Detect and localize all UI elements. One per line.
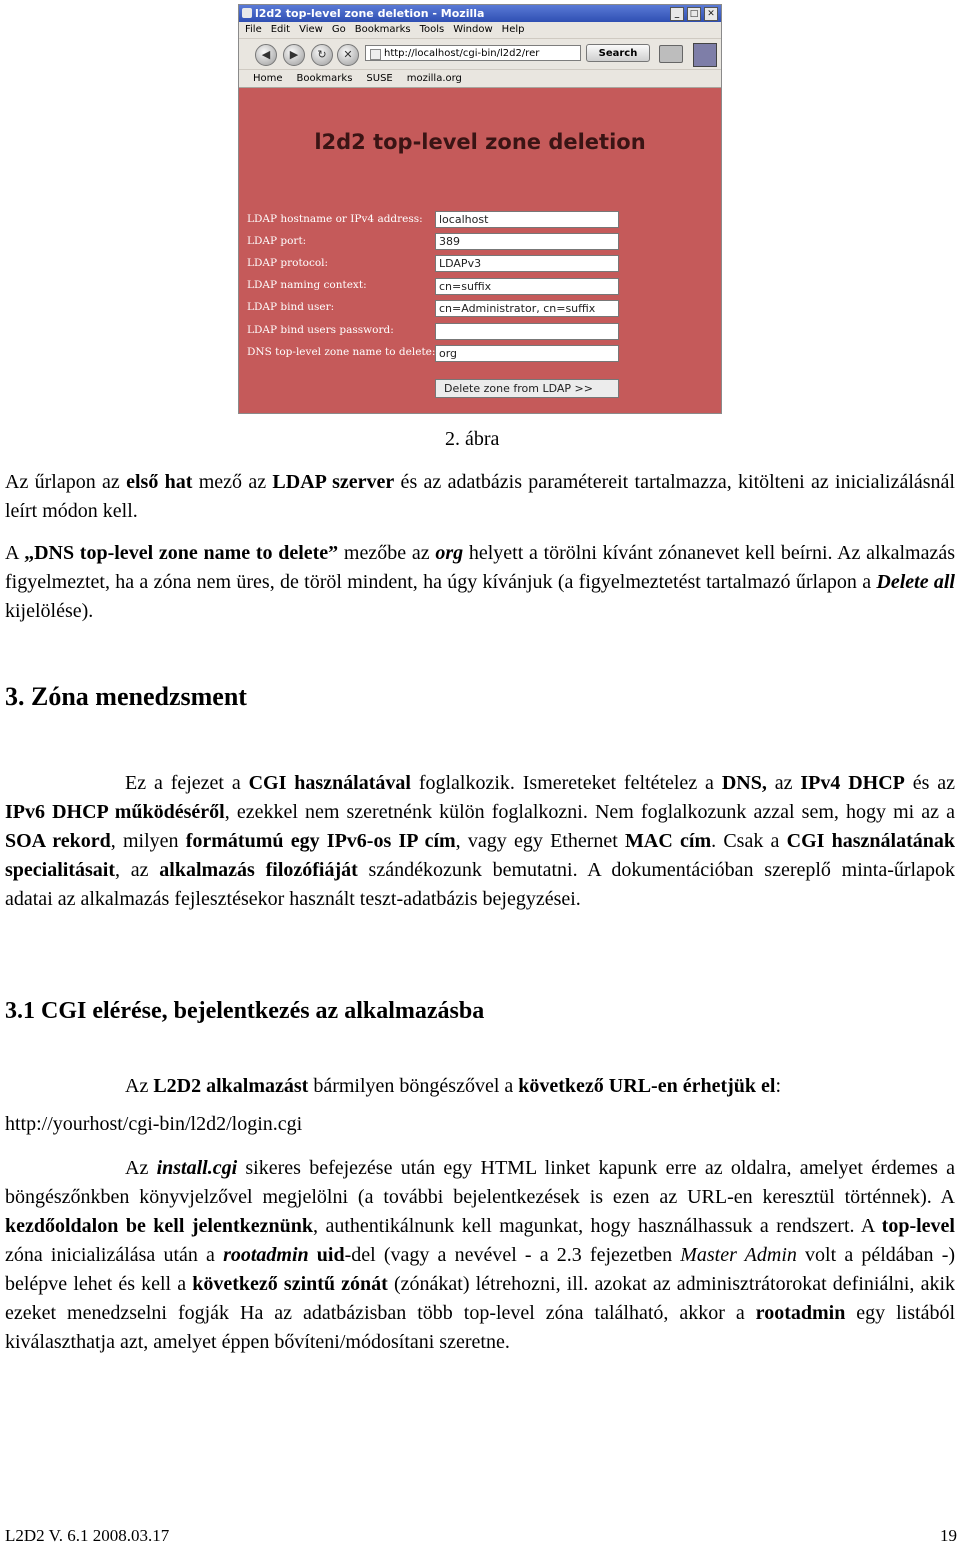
navigation-toolbar [239, 38, 721, 69]
menu-tools[interactable]: Tools [419, 24, 445, 35]
search-button[interactable] [586, 44, 650, 62]
footer-version: L2D2 V. 6.1 2008.03.17 [5, 1526, 170, 1545]
back-icon[interactable]: ◀ [255, 44, 277, 66]
menu-window[interactable]: Window [453, 24, 493, 35]
section-heading: 3. Zóna menedzsment [5, 682, 247, 711]
paragraph-login: Az install.cgi sikeres befejezése után egy HTML linket kapunk erre az oldalra, amelyet érdemes a böngészőnkben könyvjelzővel megjelölni (a további bejelentkezések is ezen az URL-en keresztül történnek). A kezdőoldalon be kell jelentkeznünk, authentikálnunk kell magunkat, hogy használhassuk a rendszert. A top-level zóna inicializálása után a rootadmin uid-del (vagy a nevével - a 2.3 fejezetben Master Admin volt a példában -) belépve lehet és kell a következő szintű zónát (zónákat) létrehozni, ill. azokat az adminisztrátorokat definiálni, akik ezeket menedzselni fogják Ha az adatbázisban több top-level zóna található, akkor a rootadmin egy listából kiválaszthatja azt, amelyet éppen bővíteni/módosítani szeretne. [5, 1157, 956, 1353]
field-label: LDAP bind users password: [247, 324, 394, 336]
field-label: LDAP protocol: [247, 257, 329, 269]
menu-help[interactable]: Help [501, 24, 525, 35]
ldap-hostname-input[interactable]: localhost [435, 211, 619, 228]
menu-go[interactable]: Go [331, 24, 346, 35]
paragraph-zone-management: Ez a fejezet a CGI használatával foglalkozik. Ismereteket feltételez a DNS, az IPv4 DHCP és az IPv6 DHCP működéséről, ezekkel nem szeretnénk külön foglalkozni. Nem foglalkozunk azzal sem, hogy mi az a SOA rekord, milyen formátumú egy IPv6-os IP cím, vagy egy Ethernet MAC cím. Csak a CGI használatának specialitásait, az alkalmazás filozófiáját szándékozunk bemutatni. A dokumentációban szereplő minta-űrlapok adatai az alkalmazás fejlesztésekor használt teszt-adatbázis bejegyzései. [5, 772, 956, 910]
ldap-port-input[interactable]: 389 [435, 233, 619, 250]
bookmark-mozilla[interactable]: mozilla.org [406, 73, 462, 84]
menu-bar [239, 22, 721, 38]
forward-icon[interactable]: ▶ [283, 44, 305, 66]
page-title: l2d2 top-level zone deletion [314, 130, 646, 154]
page-icon [370, 49, 381, 60]
url-bar[interactable] [365, 45, 581, 61]
window-title: l2d2 top-level zone deletion - Mozilla [255, 7, 485, 20]
page-number: 19 [940, 1526, 957, 1545]
stop-icon[interactable]: ✕ [337, 44, 359, 66]
browser-screenshot [238, 4, 722, 414]
url-text: http://localhost/cgi-bin/l2d2/rer [384, 48, 540, 59]
ldap-protocol-input[interactable]: LDAPv3 [435, 255, 619, 272]
menu-edit[interactable]: Edit [270, 24, 291, 35]
app-icon [242, 8, 252, 18]
paragraph-form-intro: Az űrlapon az első hat mező az LDAP szerver és az adatbázis paramétereit tartalmazza, kitölteni az inicializálásnál leírt módon kell. [5, 471, 955, 522]
minimize-button[interactable]: _ [670, 7, 684, 21]
bookmark-home[interactable]: Home [253, 73, 283, 84]
menu-bookmarks[interactable]: Bookmarks [354, 24, 411, 35]
login-url: http://yourhost/cgi-bin/l2d2/login.cgi [5, 1113, 303, 1135]
field-label: LDAP naming context: [247, 279, 367, 291]
maximize-button[interactable]: □ [687, 7, 701, 21]
ldap-naming-context-input[interactable]: cn=suffix [435, 278, 619, 295]
page-content [239, 88, 721, 414]
print-icon[interactable] [659, 45, 683, 63]
figure-caption: 2. ábra [445, 428, 500, 450]
paragraph-access: Az L2D2 alkalmazást bármilyen böngészővel a következő URL-en érhetjük el: [125, 1075, 782, 1097]
delete-zone-button[interactable]: Delete zone from LDAP >> [435, 379, 619, 398]
dns-zone-name-input[interactable]: org [435, 345, 619, 362]
close-button[interactable]: ✕ [704, 7, 718, 21]
search-label: Search [598, 48, 638, 59]
field-label: LDAP port: [247, 235, 307, 247]
bookmark-suse[interactable]: SUSE [366, 73, 393, 84]
bookmarks-bar [239, 69, 721, 88]
throbber-icon [693, 43, 717, 67]
subsection-heading: 3.1 CGI elérése, bejelentkezés az alkalmazásba [5, 998, 485, 1024]
window-titlebar [239, 5, 721, 22]
menu-view[interactable]: View [299, 24, 323, 35]
bookmark-bookmarks[interactable]: Bookmarks [296, 73, 353, 84]
menu-file[interactable]: File [245, 24, 262, 35]
ldap-bind-user-input[interactable]: cn=Administrator, cn=suffix [435, 300, 619, 317]
reload-icon[interactable]: ↻ [311, 44, 333, 66]
field-label: LDAP hostname or IPv4 address: [247, 213, 423, 225]
field-label: LDAP bind user: [247, 301, 335, 313]
field-label: DNS top-level zone name to delete: [247, 346, 436, 358]
paragraph-zone-name: A „DNS top-level zone name to delete” mezőbe az org helyett a törölni kívánt zónanevet kell beírni. Az alkalmazás figyelmeztet, ha a zóna nem üres, de töröl mindent, ha úgy kívánjuk (a figyelmeztetést tartalmazó űrlapon a Delete all kijelölése). [5, 542, 955, 622]
ldap-password-input[interactable] [435, 323, 619, 340]
